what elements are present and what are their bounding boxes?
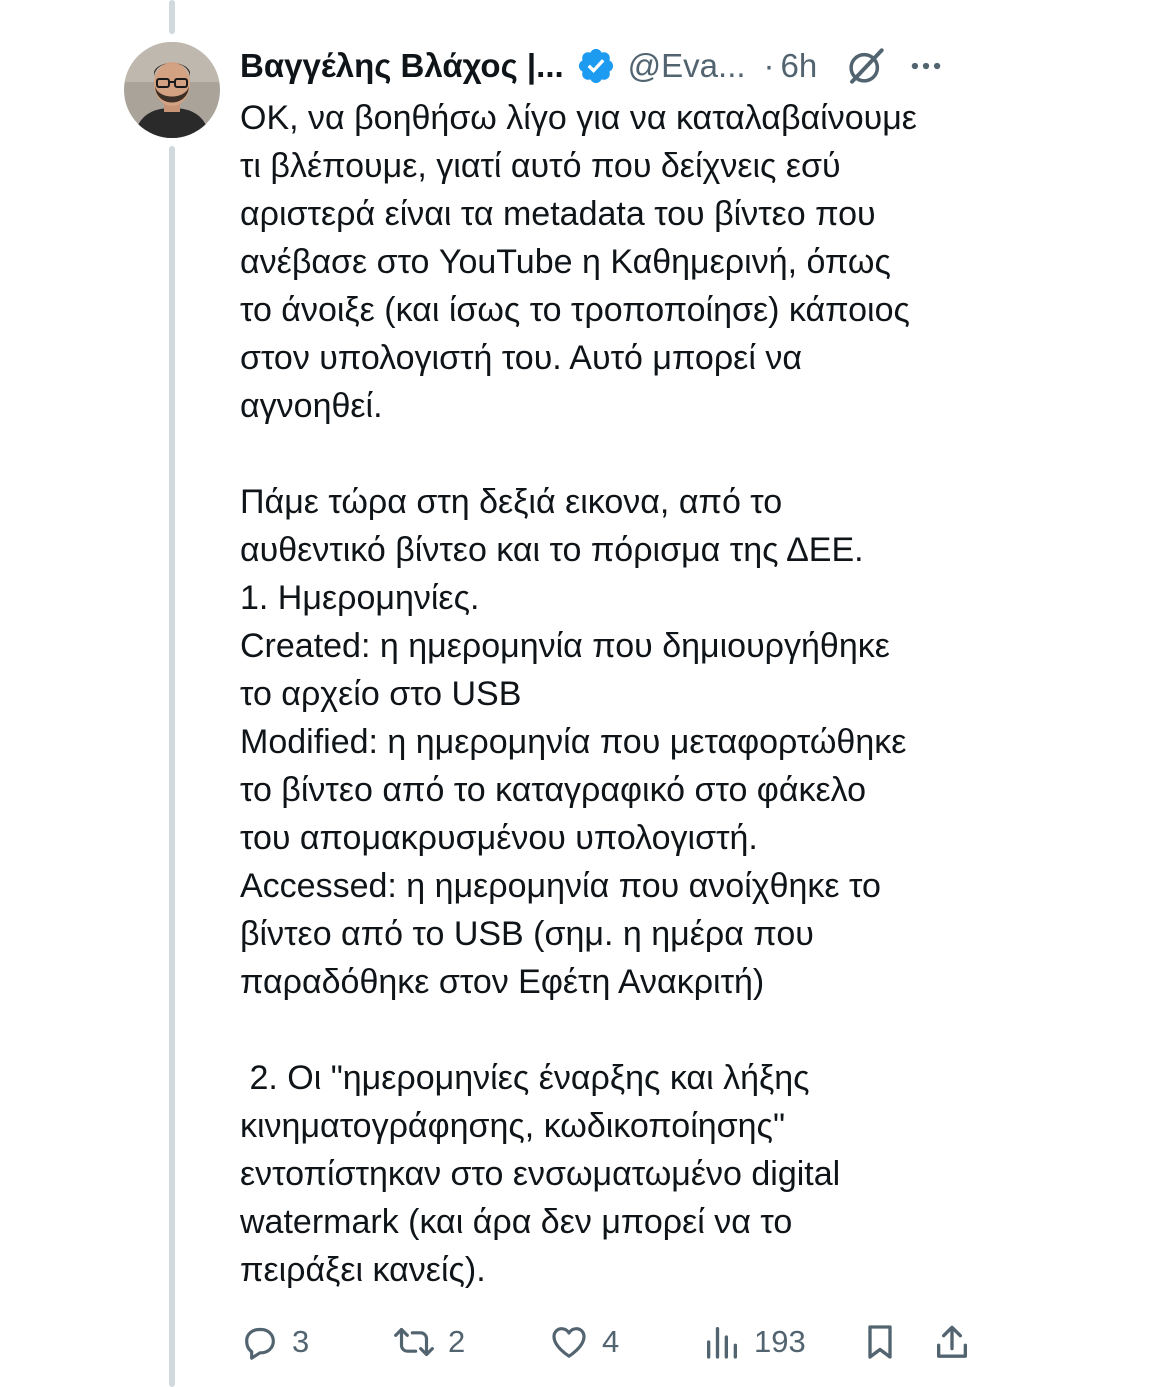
share-icon [932, 1322, 972, 1362]
reply-count: 3 [292, 1324, 310, 1359]
thread-line-top [169, 0, 175, 34]
views-count: 193 [754, 1324, 806, 1359]
thread-line-bottom [169, 146, 175, 1387]
repost-count: 2 [448, 1324, 466, 1359]
avatar[interactable] [124, 42, 220, 138]
like-button[interactable] [548, 1312, 619, 1372]
tweet-header [240, 40, 980, 92]
time-separator: · [763, 47, 775, 84]
repost-button[interactable] [392, 1312, 465, 1372]
tweet-text: OK, να βοηθήσω λίγο για να καταλαβαίνουμε τι βλέπουμε, γιατί αυτό που δείχνεις εσύ αριστερά είναι τα metadata του βίντεο που ανέβασε στο YouTube η Καθημερινή, όπως το άνοιξε (και ίσως το τροποποίησε) κάποιος στον υπολογιστή του. Αυτό μπορεί να αγνοηθεί. Πάμε τώρα στη δεξιά εικονα, από το αυθεντικό βίντεο και το πόρισμα της ΔΕΕ. 1. Ημερομηνίες. Created: η ημερομηνία που δημιουργήθηκε το αρχείο στο USB Modified: η ημερομηνία που μεταφορτώθηκε το βίντεο από το καταγραφικό στο φάκελο του απομακρυσμένου υπολογιστή. Accessed: η ημερομηνία που ανοίχθηκε το βίντεο από το USB (σημ. η ημέρα που παραδόθηκε στον Εφέτη Ανακριτή) 2. Οι "ημερομηνίες έναρξης και λήξης κινηματογράφησης, κωδικοποίησης" εντοπίστηκαν στο ενσωματωμένο digital watermark (και άρα δεν μπορεί να το πειράξει κανείς). [240, 99, 917, 1289]
reply-button[interactable] [240, 1312, 309, 1372]
author-name[interactable]: Βαγγέλης Βλάχος |... [240, 47, 564, 84]
repost-icon [392, 1322, 436, 1362]
views-button[interactable] [702, 1312, 806, 1372]
like-icon [548, 1322, 590, 1362]
avatar-image [124, 42, 220, 138]
views-icon [702, 1322, 742, 1362]
share-button[interactable] [932, 1312, 972, 1372]
author-handle[interactable]: @Eva... [627, 47, 746, 84]
bookmark-button[interactable] [860, 1312, 900, 1372]
like-count: 4 [602, 1324, 620, 1359]
more-icon[interactable] [907, 47, 945, 85]
grok-icon[interactable] [845, 45, 887, 87]
reply-icon [240, 1322, 280, 1362]
verified-badge-icon [576, 46, 616, 86]
timestamp[interactable]: 6h [780, 47, 818, 84]
bookmark-icon [860, 1322, 900, 1362]
